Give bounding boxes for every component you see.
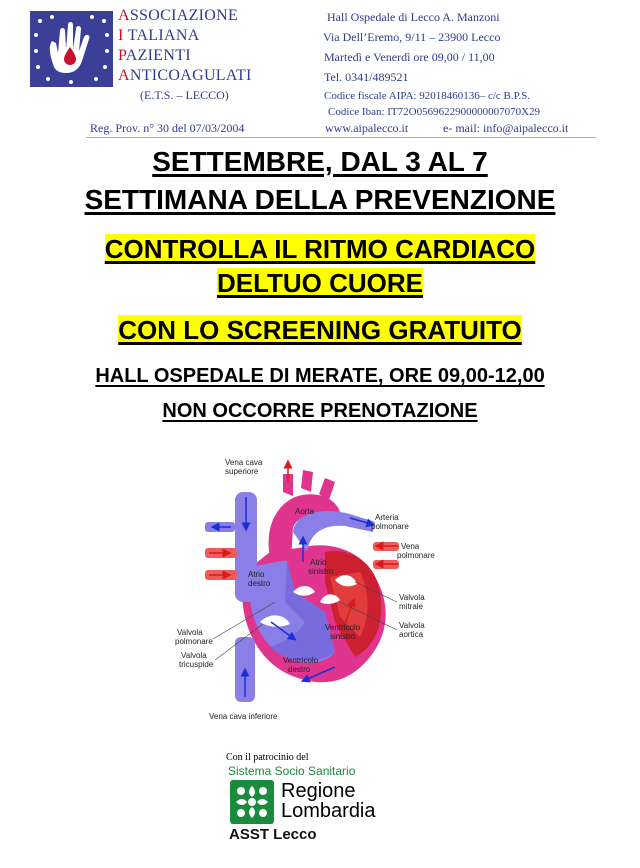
free-screening-heading: CON LO SCREENING GRATUITO: [118, 315, 522, 345]
hand-drop-logo-icon: [30, 11, 113, 87]
health-system-label: Sistema Socio Sanitario: [228, 764, 356, 778]
registration-number: Reg. Prov. n° 30 del 07/03/2004: [90, 121, 245, 135]
address: Via Dell’Eremo, 9/11 – 23900 Lecco: [323, 30, 501, 44]
header-divider: [86, 137, 596, 138]
ets-label: (E.T.S. – LECCO): [140, 88, 229, 102]
asst-label: ASST Lecco: [229, 826, 317, 843]
event-dates-heading: SETTEMBRE, DAL 3 AL 7: [152, 146, 488, 177]
label-vena-cava-inf: Vena cava inferiore: [209, 712, 278, 721]
label-valvola-mitrale: Valvola: [399, 593, 425, 602]
label-atrio-sinistro: Atrio: [310, 558, 327, 567]
association-name-line: ANTICOAGULATI: [118, 67, 252, 84]
label-valvola-polmonare: polmonare: [175, 637, 213, 646]
label-vena-polmonare: polmonare: [397, 551, 435, 560]
rose-camuna-icon: [230, 780, 274, 824]
label-ventricolo-destro: destro: [288, 665, 311, 674]
label-arteria-polmonare: polmonare: [371, 522, 409, 531]
label-valvola-mitrale: mitrale: [399, 602, 424, 611]
regione-lombardia-logo: [230, 780, 274, 824]
fiscal-code: Codice fiscale AIPA: 92018460136– c/c B.P.S.: [324, 90, 531, 102]
call-to-action-line1: CONTROLLA IL RITMO CARDIACO: [104, 234, 536, 264]
call-to-action-line2: DELTUO CUORE: [216, 268, 424, 298]
location-time-line: HALL OSPEDALE DI MERATE, ORE 09,00-12,00: [95, 365, 545, 387]
label-vena-cava-sup: Vena cava: [225, 458, 263, 467]
label-ventricolo-sinistro: sinistro: [330, 632, 356, 641]
label-ventricolo-destro: Ventricolo: [283, 656, 319, 665]
heart-diagram: [175, 452, 455, 727]
hall-location: Hall Ospedale di Lecco A. Manzoni: [327, 10, 500, 24]
no-booking-line: NON OCCORRE PRENOTAZIONE: [162, 400, 478, 422]
label-valvola-tricuspide: tricuspide: [179, 660, 214, 669]
phone-number: Tel. 0341/489521: [324, 70, 409, 84]
patronage-label: Con il patrocinio del: [226, 752, 309, 763]
label-ventricolo-sinistro: Ventricolo: [325, 623, 361, 632]
website-link[interactable]: www.aipalecco.it: [325, 121, 409, 135]
region-name-line2: Lombardia: [281, 800, 376, 822]
label-vena-polmonare: Vena: [401, 542, 420, 551]
label-aorta: Aorta: [295, 507, 315, 516]
association-name-line: I TALIANA: [118, 27, 200, 44]
label-vena-cava-sup: superiore: [225, 467, 259, 476]
opening-hours: Martedì e Venerdì ore 09,00 / 11,00: [324, 50, 495, 64]
association-name-line: ASSOCIAZIONE: [118, 7, 239, 24]
label-atrio-destro: destro: [248, 579, 271, 588]
label-valvola-aortica: aortica: [399, 630, 424, 639]
email-link[interactable]: e- mail: info@aipalecco.it: [443, 121, 569, 135]
label-valvola-tricuspide: Valvola: [181, 651, 207, 660]
label-atrio-sinistro: sinistro: [308, 567, 334, 576]
label-valvola-aortica: Valvola: [399, 621, 425, 630]
region-name-line1: Regione: [281, 780, 356, 802]
association-name-line: PAZIENTI: [118, 47, 191, 64]
label-valvola-polmonare: Valvola: [177, 628, 203, 637]
association-name: [118, 6, 252, 86]
iban-code: Codice Iban: IT72O0569622900000007070X29: [328, 106, 541, 118]
association-logo: [30, 11, 113, 87]
label-atrio-destro: Atrio: [248, 570, 265, 579]
label-arteria-polmonare: Arteria: [375, 513, 399, 522]
event-title-heading: SETTIMANA DELLA PREVENZIONE: [84, 184, 556, 215]
